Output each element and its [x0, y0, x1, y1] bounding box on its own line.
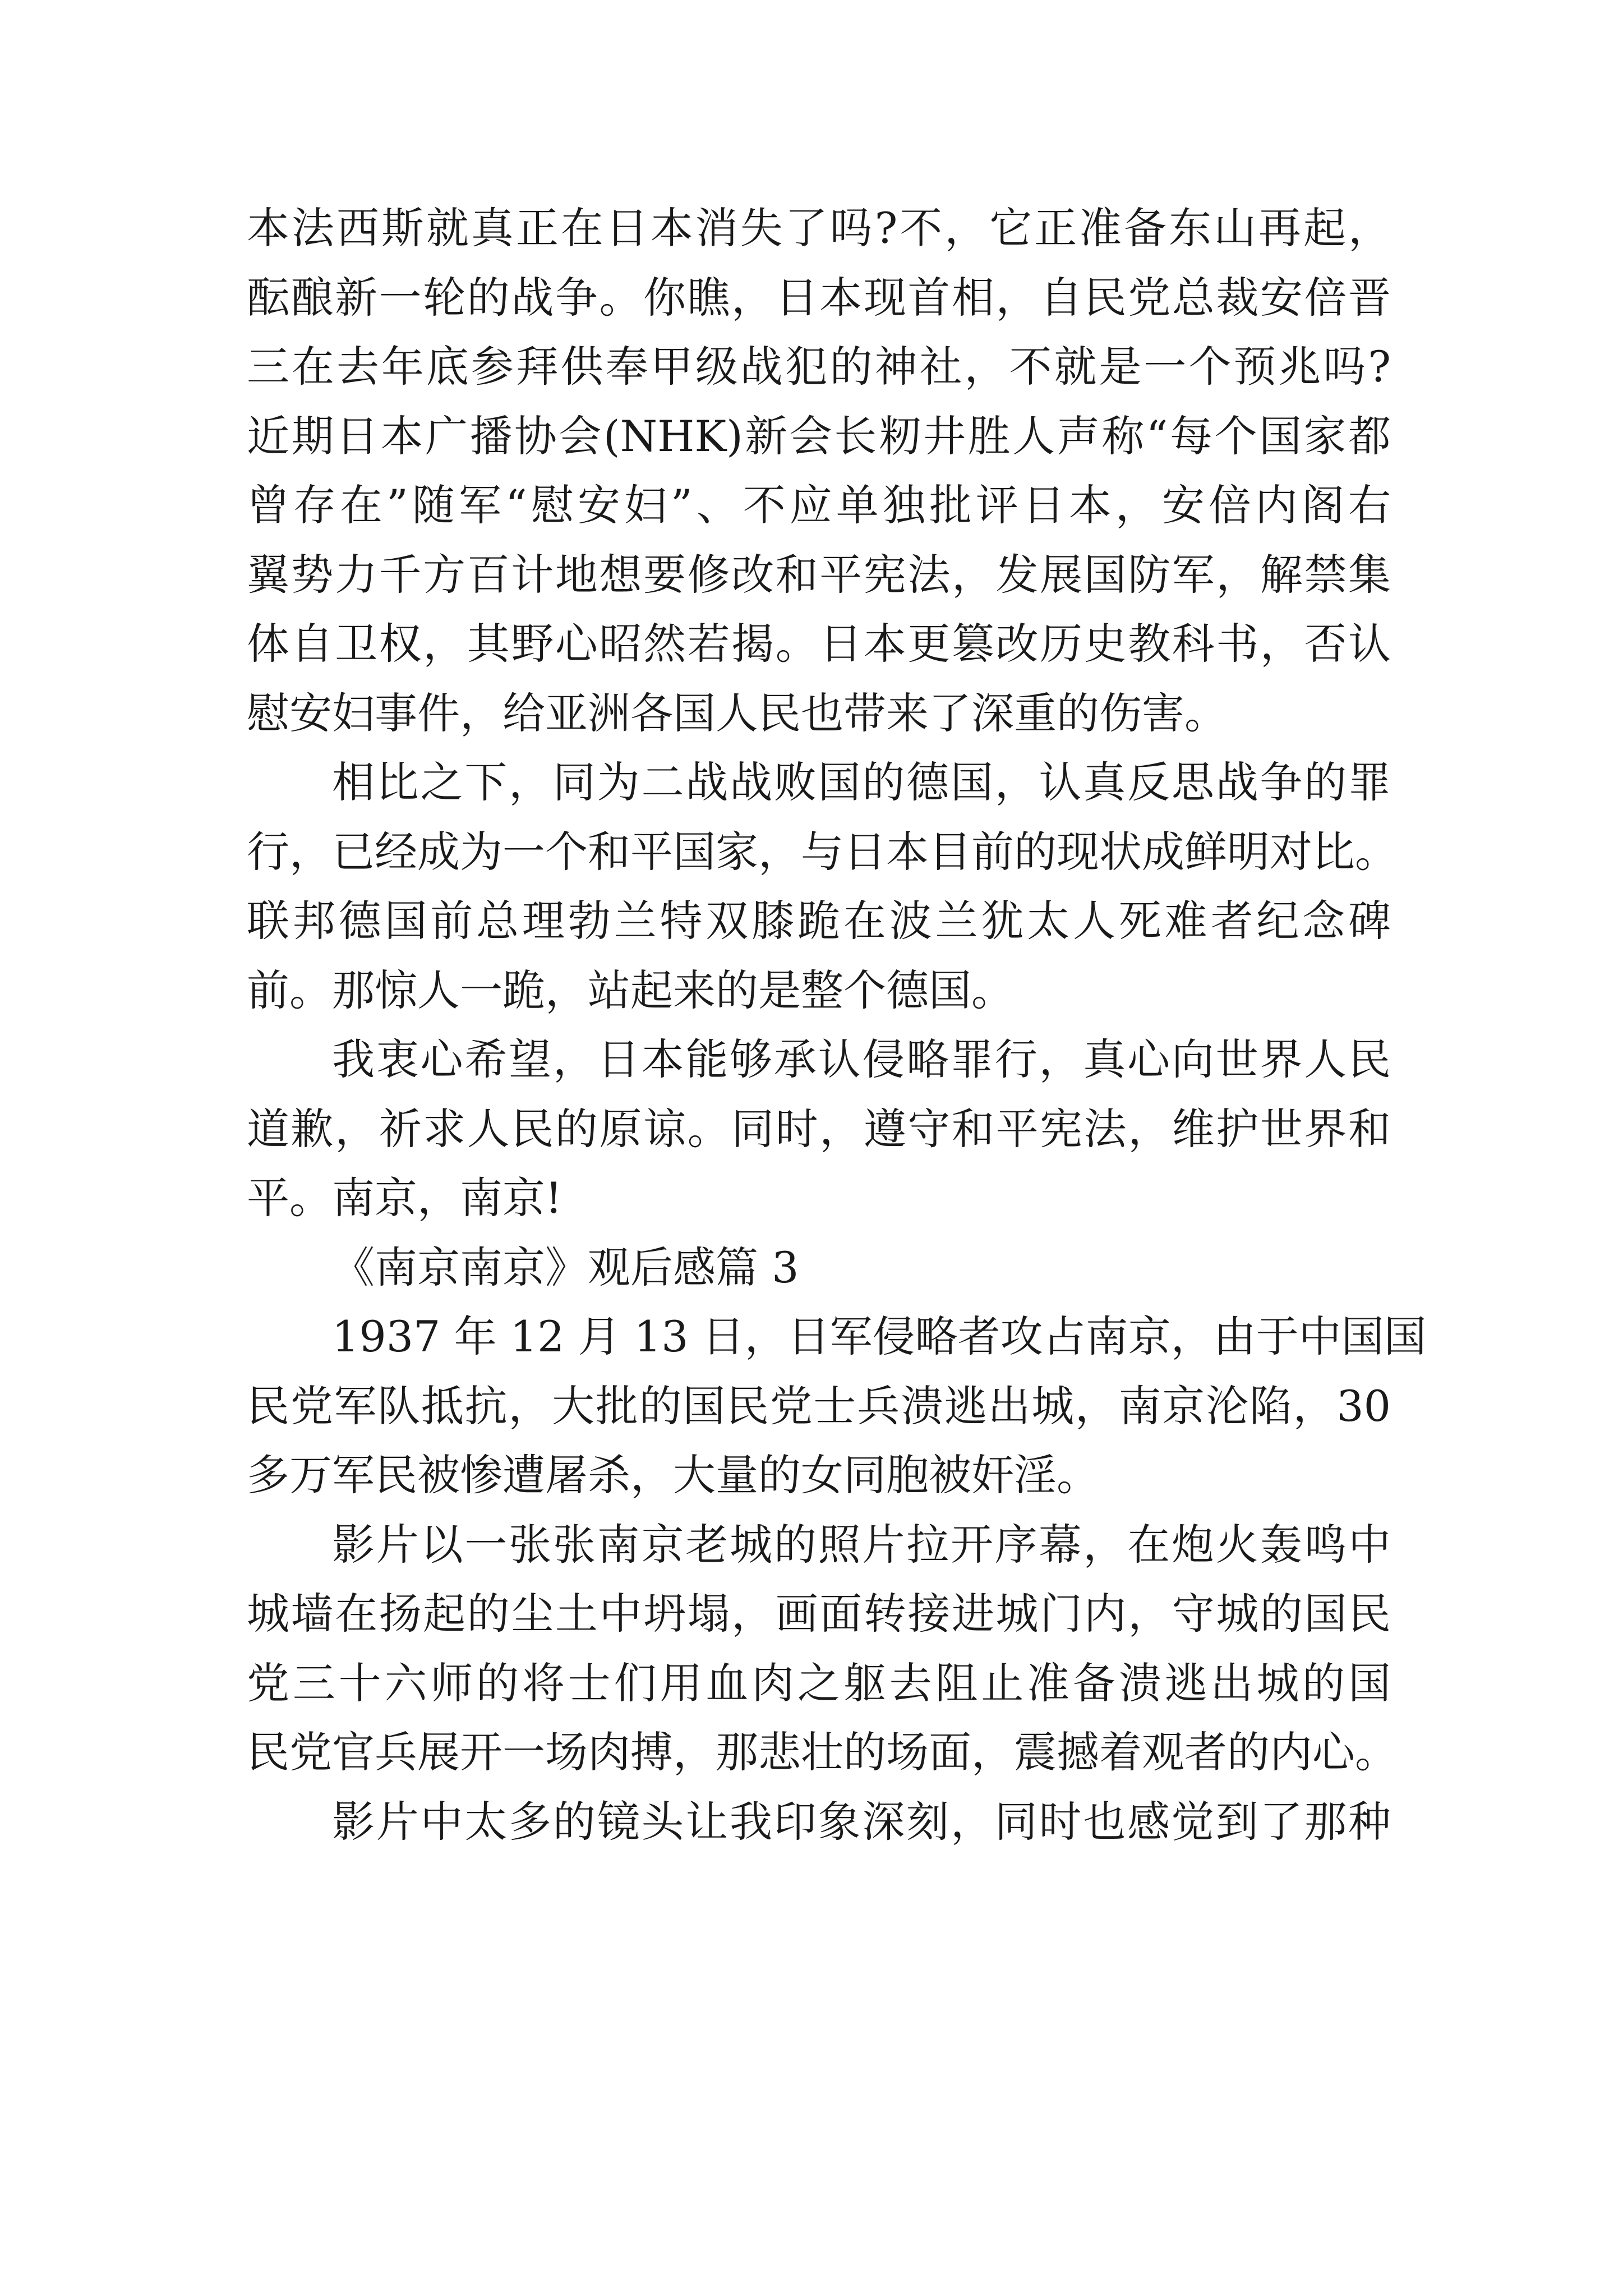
document-body: [247, 194, 1427, 1856]
section-heading: 《南京南京》观后感篇 3: [332, 1242, 799, 1292]
text-line: 1937 年 12 月 13 日，日军侵略者攻占南京，由于中国国: [332, 1312, 1427, 1361]
text-line: 前。那惊人一跪，站起来的是整个德国。: [247, 965, 1014, 1015]
text-line: 影片以一张张南京老城的照片拉开序幕，在炮火轰鸣中: [332, 1519, 1391, 1570]
text-line: 我衷心希望，日本能够承认侵略罪行，真心向世界人民: [332, 1034, 1391, 1084]
text-line: 城墙在扬起的尘土中坍塌，画面转接进城门内，守城的国民: [247, 1589, 1391, 1639]
text-line: 相比之下，同为二战战败国的德国，认真反思战争的罪: [332, 757, 1391, 807]
text-line: 翼势力千方百计地想要修改和平宪法，发展国防军，解禁集: [247, 549, 1391, 600]
text-line: 慰安妇事件，给亚洲各国人民也带来了深重的伤害。: [247, 688, 1227, 738]
text-line: 酝酿新一轮的战争。你瞧，日本现首相，自民党总裁安倍晋: [247, 272, 1391, 323]
text-line: 本法西斯就真正在日本消失了吗?不，它正准备东山再起，: [247, 203, 1391, 253]
text-line: 近期日本广播协会(NHK)新会长籾井胜人声称“每个国家都: [247, 411, 1391, 461]
text-line: 道歉，祈求人民的原谅。同时，遵守和平宪法，维护世界和: [247, 1103, 1391, 1154]
text-line: 影片中太多的镜头让我印象深刻，同时也感觉到了那种: [332, 1796, 1391, 1847]
text-line: 体自卫权，其野心昭然若揭。日本更篡改历史教科书，否认: [247, 619, 1391, 669]
text-line: 三在去年底参拜供奉甲级战犯的神社，不就是一个预兆吗?: [247, 342, 1391, 392]
text-line: 行，已经成为一个和平国家，与日本目前的现状成鲜明对比。: [247, 826, 1398, 877]
text-line: 曾存在”随军“慰安妇”、不应单独批评日本，安倍内阁右: [247, 480, 1391, 530]
text-line: 平。南京，南京!: [247, 1173, 562, 1223]
text-line: 多万军民被惨遭屠杀，大量的女同胞被奸淫。: [247, 1450, 1099, 1500]
text-line: 民党官兵展开一场肉搏，那悲壮的场面，震撼着观者的内心。: [247, 1727, 1398, 1777]
text-line: 党三十六师的将士们用血肉之躯去阻止准备溃逃出城的国: [247, 1658, 1391, 1708]
text-line: 联邦德国前总理勃兰特双膝跪在波兰犹太人死难者纪念碑: [247, 896, 1391, 946]
text-line: 民党军队抵抗，大批的国民党士兵溃逃出城，南京沦陷，30: [247, 1381, 1391, 1431]
